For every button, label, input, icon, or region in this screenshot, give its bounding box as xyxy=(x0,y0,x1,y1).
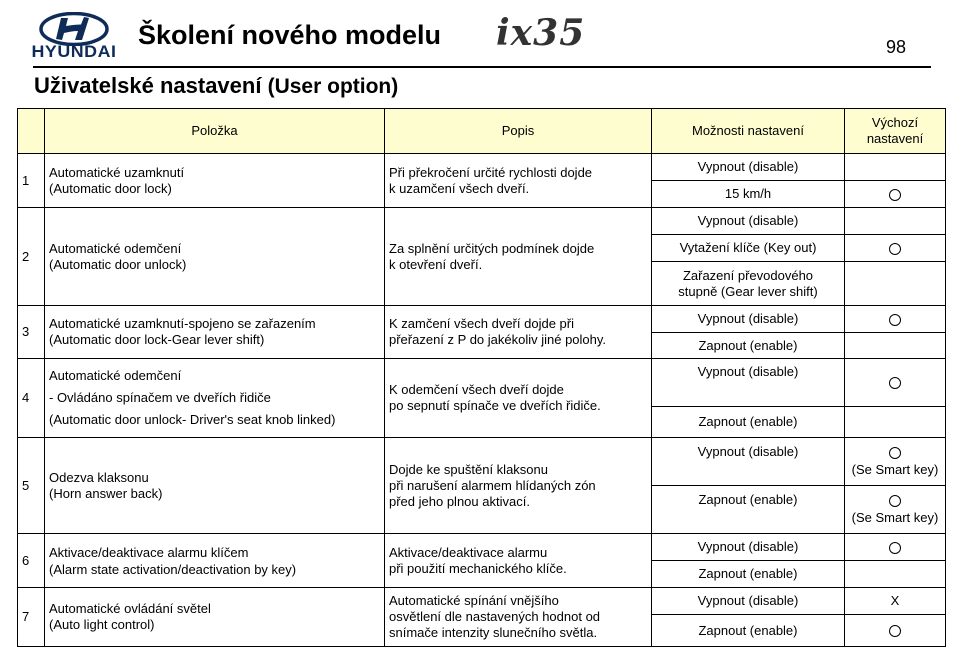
default-cell xyxy=(845,561,946,588)
row-number: 7 xyxy=(18,588,45,647)
option-cell: 15 km/h xyxy=(652,181,845,208)
default-circle-icon xyxy=(889,314,901,326)
default-cell: X xyxy=(845,588,946,615)
section-title-english: (User option) xyxy=(267,75,399,98)
item-cell xyxy=(45,306,385,359)
default-cell xyxy=(845,615,946,647)
default-cell xyxy=(845,486,946,534)
description-cell xyxy=(385,359,652,438)
page-title: Školení nového modelu xyxy=(138,20,442,50)
description-line: přeřazení z P do jakékoliv jiné polohy. xyxy=(389,332,607,347)
item-text-line: (Automatic door lock) xyxy=(49,180,172,196)
row-number: 3 xyxy=(18,306,45,359)
default-note: (Se Smart key) xyxy=(851,461,939,477)
default-cell xyxy=(845,438,946,486)
description-cell xyxy=(385,534,652,588)
option-cell: Vypnout (disable) xyxy=(652,208,845,235)
default-cell xyxy=(845,306,946,333)
item-text-line: - Ovládáno spínačem ve dveřích řidiče xyxy=(49,390,271,405)
hyundai-emblem-icon xyxy=(39,12,109,46)
option-cell: Zapnout (enable) xyxy=(652,333,845,359)
default-cell xyxy=(845,154,946,181)
page-number: 98 xyxy=(886,37,907,57)
item-text-line: (Horn answer back) xyxy=(49,485,163,501)
item-cell xyxy=(45,154,385,208)
description-line: k otevření dveří. xyxy=(389,256,483,272)
header-default: Výchozí nastavení xyxy=(845,109,946,154)
model-logo: ix35 xyxy=(496,12,586,54)
table-row xyxy=(18,306,946,333)
default-cell xyxy=(845,235,946,262)
row-number: 5 xyxy=(18,438,45,534)
item-cell xyxy=(45,534,385,588)
item-text-line: Automatické ovládání světel xyxy=(49,601,211,616)
item-text-line: (Auto light control) xyxy=(49,617,155,632)
description-line: po sepnutí spínače ve dveřích řidiče. xyxy=(389,398,601,413)
table-header-row xyxy=(18,109,946,154)
default-cell xyxy=(845,407,946,438)
section-title xyxy=(34,73,398,99)
default-circle-icon xyxy=(889,243,901,255)
default-cell xyxy=(845,262,946,306)
option-cell: Vypnout (disable) xyxy=(652,154,845,181)
brand-name: HYUNDAI xyxy=(31,42,117,61)
description-cell xyxy=(385,438,652,534)
default-cell xyxy=(845,359,946,407)
user-options-table xyxy=(17,108,946,647)
default-circle-icon xyxy=(889,189,901,201)
description-line: Aktivace/deaktivace alarmu xyxy=(389,544,548,560)
description-line: K zamčení všech dveří dojde při xyxy=(389,316,574,331)
description-cell xyxy=(385,208,652,306)
row-number: 4 xyxy=(18,359,45,438)
option-cell: Vypnout (disable) xyxy=(652,306,845,333)
default-cell xyxy=(845,333,946,359)
option-cell: Vypnout (disable) xyxy=(652,438,845,486)
table-row xyxy=(18,154,946,181)
default-circle-icon xyxy=(889,447,901,459)
header-options: Možnosti nastavení xyxy=(652,109,845,154)
option-cell: Zapnout (enable) xyxy=(652,561,845,588)
description-cell xyxy=(385,154,652,208)
option-label-line: Zařazení převodového xyxy=(682,267,814,283)
description-line: snímače intenzity slunečního světla. xyxy=(389,625,598,640)
hyundai-logo xyxy=(36,12,112,46)
item-text-line: (Automatic door unlock- Driver's seat knob linked) xyxy=(49,412,336,427)
table-row xyxy=(18,588,946,615)
description-line: Při překročení určité rychlosti dojde xyxy=(389,164,593,180)
description-line: K odemčení všech dveří dojde xyxy=(389,382,564,397)
row-number: 1 xyxy=(18,154,45,208)
row-number: 6 xyxy=(18,534,45,588)
description-line: před jeho plnou aktivací. xyxy=(389,493,530,509)
item-cell xyxy=(45,438,385,534)
item-cell xyxy=(45,359,385,438)
item-cell xyxy=(45,208,385,306)
description-line: Za splnění určitých podmínek dojde xyxy=(389,240,595,256)
header-number-cell xyxy=(18,109,45,154)
item-text-line: (Automatic door unlock) xyxy=(49,256,187,272)
table-row xyxy=(18,534,946,561)
option-cell: Zapnout (enable) xyxy=(652,615,845,647)
item-text-line: (Automatic door lock-Gear lever shift) xyxy=(49,332,265,347)
description-line: k uzamčení všech dveří. xyxy=(389,180,530,196)
item-text-line: Automatické uzamknutí-spojeno se zařazením xyxy=(49,316,316,331)
option-cell: Vypnout (disable) xyxy=(652,534,845,561)
default-cell xyxy=(845,208,946,235)
option-cell: Vytažení klíče (Key out) xyxy=(652,235,845,262)
default-circle-icon xyxy=(889,495,901,507)
item-text-line: Automatické uzamknutí xyxy=(49,164,185,180)
description-line: Automatické spínání vnějšího xyxy=(389,593,559,608)
option-cell xyxy=(652,262,845,306)
description-line: osvětlení dle nastavených hodnot od xyxy=(389,609,601,624)
option-label-line: stupně (Gear lever shift) xyxy=(678,283,818,299)
description-cell xyxy=(385,306,652,359)
description-cell xyxy=(385,588,652,647)
section-title-main: Uživatelské nastavení xyxy=(34,73,262,98)
item-text-line: Odezva klaksonu xyxy=(49,469,149,485)
item-text-line: (Alarm state activation/deactivation by key) xyxy=(49,561,297,577)
table-row xyxy=(18,359,946,407)
header-description: Popis xyxy=(385,109,652,154)
header-item: Položka xyxy=(45,109,385,154)
item-text-line: Automatické odemčení xyxy=(49,240,182,256)
option-cell: Zapnout (enable) xyxy=(652,407,845,438)
row-number: 2 xyxy=(18,208,45,306)
description-line: Dojde ke spuštění klaksonu xyxy=(389,461,548,477)
header-divider xyxy=(33,66,931,68)
default-circle-icon xyxy=(889,377,901,389)
option-cell: Vypnout (disable) xyxy=(652,359,845,407)
option-cell: Vypnout (disable) xyxy=(652,588,845,615)
default-circle-icon xyxy=(889,625,901,637)
description-line: při narušení alarmem hlídaných zón xyxy=(389,477,596,493)
default-cell xyxy=(845,534,946,561)
default-note: (Se Smart key) xyxy=(851,509,939,525)
item-cell xyxy=(45,588,385,647)
item-text-line: Aktivace/deaktivace alarmu klíčem xyxy=(49,544,249,560)
default-circle-icon xyxy=(889,542,901,554)
table-row xyxy=(18,208,946,235)
option-cell: Zapnout (enable) xyxy=(652,486,845,534)
item-text-line: Automatické odemčení xyxy=(49,368,182,383)
table-row xyxy=(18,438,946,486)
description-line: při použití mechanického klíče. xyxy=(389,560,567,576)
default-cell xyxy=(845,181,946,208)
